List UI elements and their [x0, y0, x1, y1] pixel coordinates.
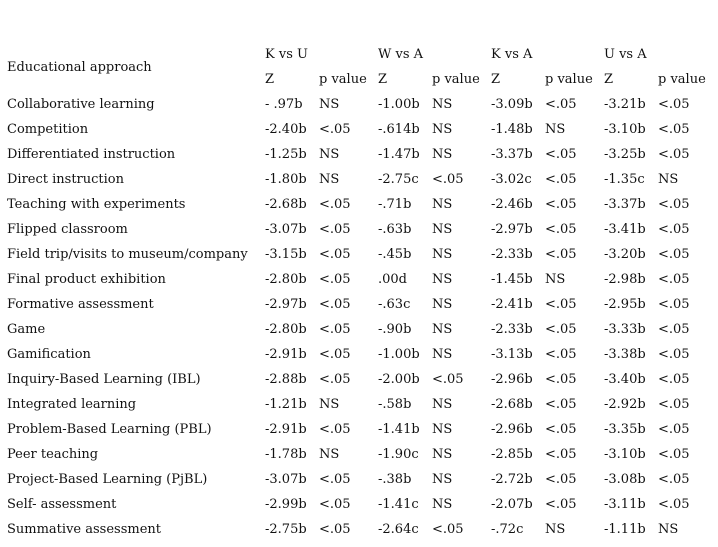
approach-cell: Flipped classroom [7, 222, 128, 237]
p-value-cell: NS [432, 497, 453, 512]
p-value-cell: <.05 [432, 172, 464, 187]
p-value-cell: <.05 [658, 272, 690, 287]
approach-column-header: Educational approach [7, 59, 152, 75]
p-value-cell: <.05 [545, 472, 577, 487]
z-value-cell: -2.96b [491, 422, 533, 437]
p-value-cell: <.05 [319, 272, 351, 287]
p-value-cell: <.05 [319, 472, 351, 487]
z-value-cell: -.58b [378, 397, 412, 412]
p-value-cell: <.05 [319, 222, 351, 237]
p-value-cell: <.05 [432, 372, 464, 387]
p-value-cell: <.05 [658, 247, 690, 262]
approach-cell: Differentiated instruction [7, 147, 176, 162]
z-value-cell: -2.97b [265, 297, 307, 312]
z-value-cell: -3.10b [604, 447, 646, 462]
p-value-cell: <.05 [319, 322, 351, 337]
z-value-cell: -2.88b [265, 372, 307, 387]
p-value-header: p value [545, 72, 593, 87]
z-value-cell: -3.21b [604, 97, 646, 112]
z-value-cell: .00d [378, 272, 407, 287]
table-row [3, 242, 713, 267]
z-value-cell: -2.80b [265, 322, 307, 337]
p-value-cell: NS [319, 97, 340, 112]
p-value-cell: NS [319, 397, 340, 412]
p-value-cell: <.05 [319, 347, 351, 362]
approach-cell: Gamification [7, 347, 91, 362]
results-table [3, 42, 713, 542]
approach-cell: Integrated learning [7, 397, 137, 412]
z-value-cell: -3.11b [604, 497, 646, 512]
p-value-cell: NS [319, 147, 340, 162]
p-value-cell: NS [432, 222, 453, 237]
z-value-cell: -3.37b [604, 197, 646, 212]
z-value-cell: -.90b [378, 322, 412, 337]
z-value-cell: -2.40b [265, 122, 307, 137]
z-header: Z [378, 72, 388, 87]
z-value-cell: -2.75b [265, 522, 307, 537]
z-value-cell: -.63c [378, 297, 411, 312]
p-value-header: p value [319, 72, 367, 87]
approach-cell: Direct instruction [7, 172, 124, 187]
table-row [3, 217, 713, 242]
z-value-cell: -.45b [378, 247, 412, 262]
z-value-cell: -3.40b [604, 372, 646, 387]
table-row [3, 392, 713, 417]
p-value-cell: <.05 [319, 247, 351, 262]
z-value-cell: -1.00b [378, 97, 420, 112]
z-value-cell: -3.08b [604, 472, 646, 487]
z-value-cell: -3.09b [491, 97, 533, 112]
p-value-cell: <.05 [658, 372, 690, 387]
z-header: Z [604, 72, 614, 87]
p-value-cell: <.05 [545, 297, 577, 312]
z-value-cell: -1.78b [265, 447, 307, 462]
p-value-cell: <.05 [545, 222, 577, 237]
approach-cell: Self- assessment [7, 497, 117, 512]
p-value-cell: NS [432, 472, 453, 487]
p-value-cell: <.05 [658, 322, 690, 337]
z-value-cell: -3.10b [604, 122, 646, 137]
approach-cell: Project-Based Learning (PjBL) [7, 472, 208, 487]
p-value-cell: <.05 [319, 297, 351, 312]
z-value-cell: -2.92b [604, 397, 646, 412]
z-value-cell: -3.38b [604, 347, 646, 362]
approach-cell: Problem-Based Learning (PBL) [7, 422, 212, 437]
z-value-cell: -2.00b [378, 372, 420, 387]
p-value-cell: <.05 [658, 497, 690, 512]
p-value-cell: NS [432, 197, 453, 212]
table-row [3, 117, 713, 142]
p-value-cell: <.05 [545, 97, 577, 112]
z-value-cell: -1.21b [265, 397, 307, 412]
p-value-cell: NS [432, 272, 453, 287]
z-value-cell: -.63b [378, 222, 412, 237]
table-row [3, 167, 713, 192]
group-header: W vs A [378, 47, 424, 62]
z-value-cell: -1.45b [491, 272, 533, 287]
p-value-cell: NS [545, 522, 566, 537]
group-header: K vs U [265, 47, 308, 62]
p-value-cell: NS [432, 122, 453, 137]
approach-cell: Formative assessment [7, 297, 154, 312]
p-value-cell: <.05 [658, 122, 690, 137]
z-value-cell: -1.35c [604, 172, 645, 187]
table-row [3, 192, 713, 217]
z-value-cell: -.614b [378, 122, 420, 137]
z-value-cell: -3.35b [604, 422, 646, 437]
z-value-cell: -1.00b [378, 347, 420, 362]
z-value-cell: -2.72b [491, 472, 533, 487]
p-value-cell: <.05 [658, 347, 690, 362]
p-value-cell: NS [319, 447, 340, 462]
approach-cell: Inquiry-Based Learning (IBL) [7, 372, 201, 387]
z-value-cell: -1.41c [378, 497, 419, 512]
table-row [3, 292, 713, 317]
z-value-cell: -2.75c [378, 172, 419, 187]
approach-cell: Competition [7, 122, 89, 137]
p-value-cell: <.05 [319, 197, 351, 212]
group-header: K vs A [491, 47, 533, 62]
p-value-cell: NS [432, 397, 453, 412]
approach-cell: Summative assessment [7, 522, 161, 537]
z-value-cell: -3.41b [604, 222, 646, 237]
table-row [3, 367, 713, 392]
p-value-cell: NS [432, 297, 453, 312]
p-value-cell: <.05 [658, 447, 690, 462]
p-value-cell: <.05 [545, 322, 577, 337]
z-value-cell: -2.41b [491, 297, 533, 312]
p-value-cell: <.05 [658, 472, 690, 487]
approach-cell: Final product exhibition [7, 272, 166, 287]
p-value-cell: <.05 [545, 372, 577, 387]
p-value-cell: <.05 [319, 372, 351, 387]
table-row [3, 442, 713, 467]
z-value-cell: -2.68b [491, 397, 533, 412]
table-row [3, 492, 713, 517]
p-value-cell: NS [545, 122, 566, 137]
z-value-cell: -.72c [491, 522, 524, 537]
p-value-cell: <.05 [319, 122, 351, 137]
p-value-cell: <.05 [545, 397, 577, 412]
approach-cell: Teaching with experiments [7, 197, 186, 212]
z-value-cell: -2.64c [378, 522, 419, 537]
z-value-cell: -1.90c [378, 447, 419, 462]
p-value-cell: NS [658, 522, 679, 537]
p-value-cell: NS [432, 147, 453, 162]
table-row [3, 467, 713, 492]
z-value-cell: -2.97b [491, 222, 533, 237]
table-row [3, 267, 713, 292]
z-value-cell: -1.47b [378, 147, 420, 162]
table-body [3, 92, 713, 542]
z-value-cell: -2.95b [604, 297, 646, 312]
table-row [3, 317, 713, 342]
p-value-cell: <.05 [545, 422, 577, 437]
z-value-cell: -3.13b [491, 347, 533, 362]
z-value-cell: -2.96b [491, 372, 533, 387]
table-row [3, 92, 713, 117]
p-value-cell: <.05 [658, 97, 690, 112]
approach-cell: Field trip/visits to museum/company [7, 247, 248, 262]
p-value-cell: <.05 [545, 147, 577, 162]
z-value-cell: -1.11b [604, 522, 646, 537]
p-value-header: p value [658, 72, 706, 87]
z-value-cell: -3.15b [265, 247, 307, 262]
header-row-groups [3, 42, 713, 67]
z-value-cell: -3.07b [265, 222, 307, 237]
p-value-cell: <.05 [319, 522, 351, 537]
z-value-cell: -3.07b [265, 472, 307, 487]
p-value-cell: <.05 [545, 347, 577, 362]
p-value-cell: <.05 [658, 297, 690, 312]
z-value-cell: -1.41b [378, 422, 420, 437]
z-value-cell: -2.33b [491, 247, 533, 262]
p-value-cell: NS [432, 447, 453, 462]
p-value-cell: <.05 [432, 522, 464, 537]
p-value-cell: <.05 [545, 197, 577, 212]
group-header: U vs A [604, 47, 647, 62]
z-header: Z [265, 72, 275, 87]
p-value-cell: NS [432, 347, 453, 362]
p-value-cell: <.05 [319, 422, 351, 437]
z-value-cell: -2.91b [265, 422, 307, 437]
p-value-cell: <.05 [545, 447, 577, 462]
z-value-cell: -3.02c [491, 172, 532, 187]
z-value-cell: -2.07b [491, 497, 533, 512]
approach-cell: Collaborative learning [7, 97, 155, 112]
z-value-cell: -2.68b [265, 197, 307, 212]
z-value-cell: -2.80b [265, 272, 307, 287]
p-value-cell: <.05 [658, 222, 690, 237]
z-value-cell: -2.46b [491, 197, 533, 212]
p-value-cell: <.05 [658, 197, 690, 212]
p-value-cell: NS [658, 172, 679, 187]
p-value-cell: <.05 [545, 247, 577, 262]
z-value-cell: -3.20b [604, 247, 646, 262]
p-value-cell: <.05 [545, 497, 577, 512]
table-row [3, 342, 713, 367]
p-value-cell: NS [432, 97, 453, 112]
approach-cell: Game [7, 322, 46, 337]
z-value-cell: - .97b [265, 97, 303, 112]
p-value-cell: <.05 [658, 147, 690, 162]
p-value-cell: NS [432, 322, 453, 337]
p-value-cell: <.05 [319, 497, 351, 512]
p-value-header: p value [432, 72, 480, 87]
table-row [3, 417, 713, 442]
z-value-cell: -2.98b [604, 272, 646, 287]
z-header: Z [491, 72, 501, 87]
z-value-cell: -1.48b [491, 122, 533, 137]
table-row [3, 142, 713, 167]
z-value-cell: -2.99b [265, 497, 307, 512]
p-value-cell: <.05 [658, 397, 690, 412]
approach-cell: Peer teaching [7, 447, 99, 462]
p-value-cell: NS [545, 272, 566, 287]
z-value-cell: -1.25b [265, 147, 307, 162]
z-value-cell: -1.80b [265, 172, 307, 187]
p-value-cell: NS [319, 172, 340, 187]
z-value-cell: -2.85b [491, 447, 533, 462]
z-value-cell: -.38b [378, 472, 412, 487]
p-value-cell: NS [432, 247, 453, 262]
z-value-cell: -3.37b [491, 147, 533, 162]
z-value-cell: -3.25b [604, 147, 646, 162]
p-value-cell: <.05 [545, 172, 577, 187]
z-value-cell: -2.91b [265, 347, 307, 362]
z-value-cell: -.71b [378, 197, 412, 212]
p-value-cell: NS [432, 422, 453, 437]
table-row [3, 517, 713, 542]
p-value-cell: <.05 [658, 422, 690, 437]
z-value-cell: -3.33b [604, 322, 646, 337]
z-value-cell: -2.33b [491, 322, 533, 337]
